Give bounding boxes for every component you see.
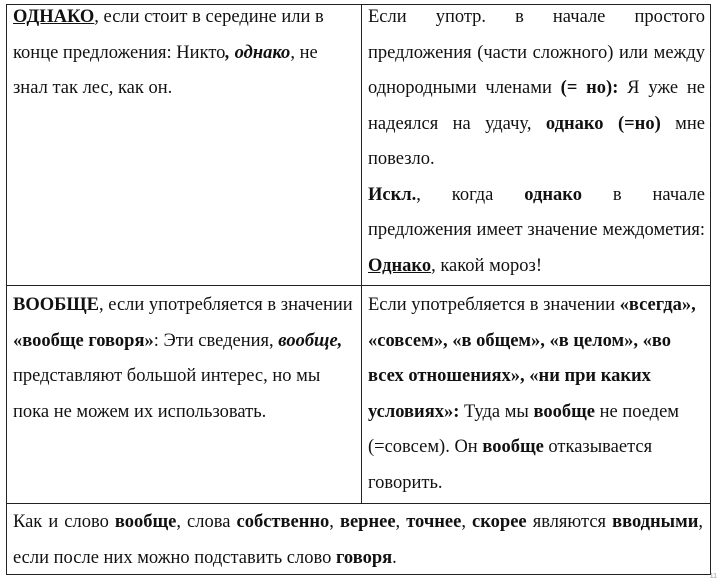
cell-introductory-words-note: Как и слово вообще, слова собственно, вернее, точнее, скорее являются вводными, если после них можно подставить слово говоря.	[13, 512, 704, 568]
term-voobshche: ВООБЩЕ	[13, 295, 100, 315]
cell-odnako-start	[368, 0, 705, 284]
rule-paragraph: Если употр. в начале простого предложения (части сложного) или между однородными членами (= но): Я уже не надеялся на удачу, однако (=но) мне повезло.	[368, 7, 705, 169]
exception-paragraph: Искл., когда однако в начале предложения имеет значение междометия: Однако, какой мороз!	[368, 184, 705, 276]
row-divider	[7, 285, 710, 286]
cell-voobshche-introductory: ВООБЩЕ, если употребляется в значении «вообще говоря»: Эти сведения, вообще, представляют большой интерес, но мы пока не можем их использовать.	[13, 295, 353, 422]
page-mark: 11	[709, 573, 717, 580]
row-divider	[7, 503, 710, 504]
cell-odnako-middle: ОДНАКО, если стоит в середине или в конце предложения: Никто, однако, не знал так лес, как он.	[13, 7, 324, 98]
term-odnako: ОДНАКО	[13, 7, 95, 27]
cell-voobshche-adverb: Если употребляется в значении «всегда», «совсем», «в общем», «в целом», «во всех отношениях», «ни при каких условиях»: Туда мы вообще не поедем (=совсем). Он вообще отказывается говорить.	[368, 295, 696, 493]
grammar-rules-table	[6, 4, 711, 575]
column-divider	[361, 5, 362, 503]
